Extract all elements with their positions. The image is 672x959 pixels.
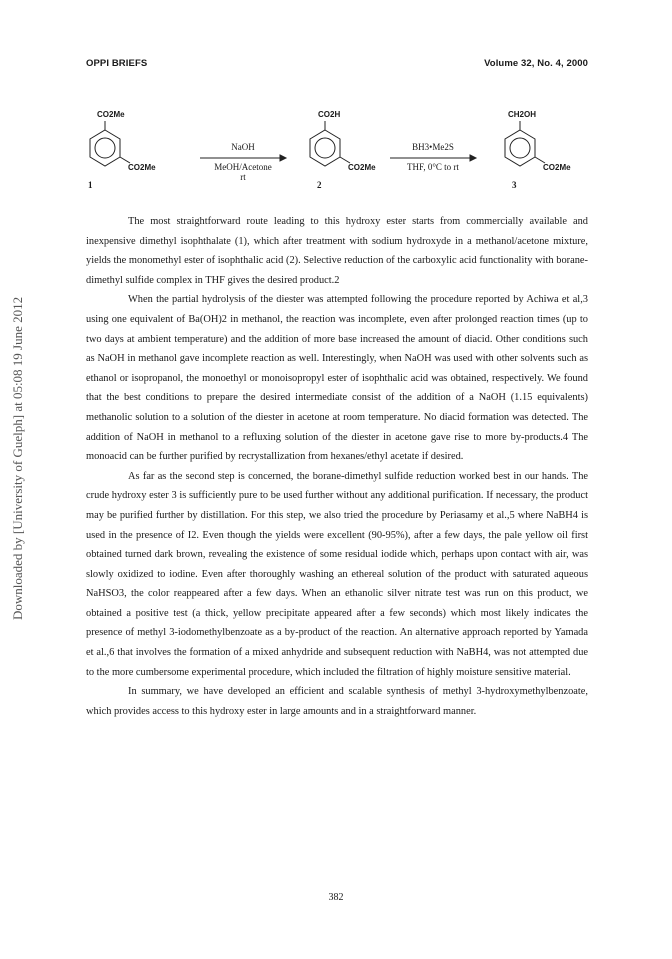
compound-1-side-group: CO2Me [128, 163, 156, 172]
page-number: 382 [328, 892, 344, 903]
compound-2-side-group: CO2Me [348, 163, 376, 172]
running-header-left: OPPI BRIEFS [86, 58, 148, 69]
compound-2-number: 2 [317, 180, 322, 190]
compound-3-number: 3 [512, 180, 517, 190]
reaction-scheme-drawing [80, 108, 600, 198]
paragraph-4: In summary, we have developed an efficient and scalable synthesis of methyl 3-hydroxymethylbenzoate, which provides access to this hydroxy ester in large amounts and in a straightforward manner. [86, 686, 588, 717]
download-watermark: Downloaded by [University of Guelph] at 05:08 19 June 2012 [10, 296, 25, 620]
compound-1-number: 1 [88, 180, 93, 190]
compound-3-side-group: CO2Me [543, 163, 571, 172]
compound-3-top-group: CH2OH [508, 110, 537, 119]
article-body [86, 212, 588, 721]
compound-2-top-group: CO2H [318, 110, 341, 119]
reagent-2-above: BH3•Me2S [412, 142, 454, 152]
paragraph-1: The most straightforward route leading to this hydroxy ester starts from commercially available and inexpensive dimethyl isophthalate (1), which after treatment with sodium hydroxyde in a methanol/acetone mixture, yields the monomethyl ester of isophthalic acid (2). Selective reduction of the carboxylic acid functionality with borane-dimethyl sulfide complex in THF gives the desired product.2 [86, 216, 588, 286]
aromatic-circle-2 [315, 138, 335, 158]
paragraph-2: When the partial hydrolysis of the diester was attempted following the procedure reported by Achiwa et al,3 using one equivalent of Ba(OH)2 in methanol, the reaction was incomplete, even after prolonged reaction times (up to two days at ambient temperature) and the addition of more base increased the amount of diacid. Other conditions such as NaOH in methanol gave incomplete reaction as well. Interestingly, when NaOH was used with other solvents such as ethanol or isopropanol, the monoethyl or monoisopropyl ester of isophthalic acid was obtained, respectively. We found that the best conditions to prepare the desired intermediate consist of the addition of a NaOH (1.15 equivalents) methanolic solution to a solution of the diester in acetone at room temperature. No diacid formation was detected. The addition of NaOH in methanol to a refluxing solution of the diester in acetone gave rise to more by-products.4 The monoacid can be further purified by recrystallization from hexanes/ethyl acetate if desired. [86, 294, 588, 463]
aromatic-circle-3 [510, 138, 530, 158]
paragraph-3: As far as the second step is concerned, the borane-dimethyl sulfide reduction worked best in our hands. The crude hydroxy ester 3 is sufficiently pure to be used further without any additional purification. If necessary, the product may be purified further by distillation. For this step, we also tried the procedure by Periasamy et al.,5 where NaBH4 is used in the presence of I2. Even though the yields were excellent (90-95%), after a few days, the pale yellow oil first obtained turned dark brown, revealing the existence of some residual iodide which, perhaps upon contact with air, was slowly oxidized to iodine. Even after thoroughly washing an ethereal solution of the product with saturated aqueous NaHSO3, the color reappeared after a few days. When an ethanolic silver nitrate test was run on this product, we obtained a positive test (a thick, yellow precipitate appeared after a few seconds) which most likely indicates the presence of methyl 3-iodomethylbenzoate as a by-product of the reaction. An alternative approach reported by Yamada et al.,6 that involves the formation of a mixed anhydride and subsequent reduction with NaBH4, was not attempted due to the more cumbersome experimental procedure, which included the filtration of highly moisture sensitive material. [86, 470, 588, 678]
reagent-1-conditions: MeOH/Acetone [214, 162, 272, 172]
reagent-2-conditions: THF, 0°C to rt [407, 162, 459, 172]
running-header-right: Volume 32, No. 4, 2000 [484, 58, 588, 69]
aromatic-circle-1 [95, 138, 115, 158]
reagent-1-temperature: rt [240, 172, 246, 182]
reaction-scheme [80, 108, 600, 198]
reagent-1-above: NaOH [231, 142, 255, 152]
compound-1-top-group: CO2Me [97, 110, 125, 119]
